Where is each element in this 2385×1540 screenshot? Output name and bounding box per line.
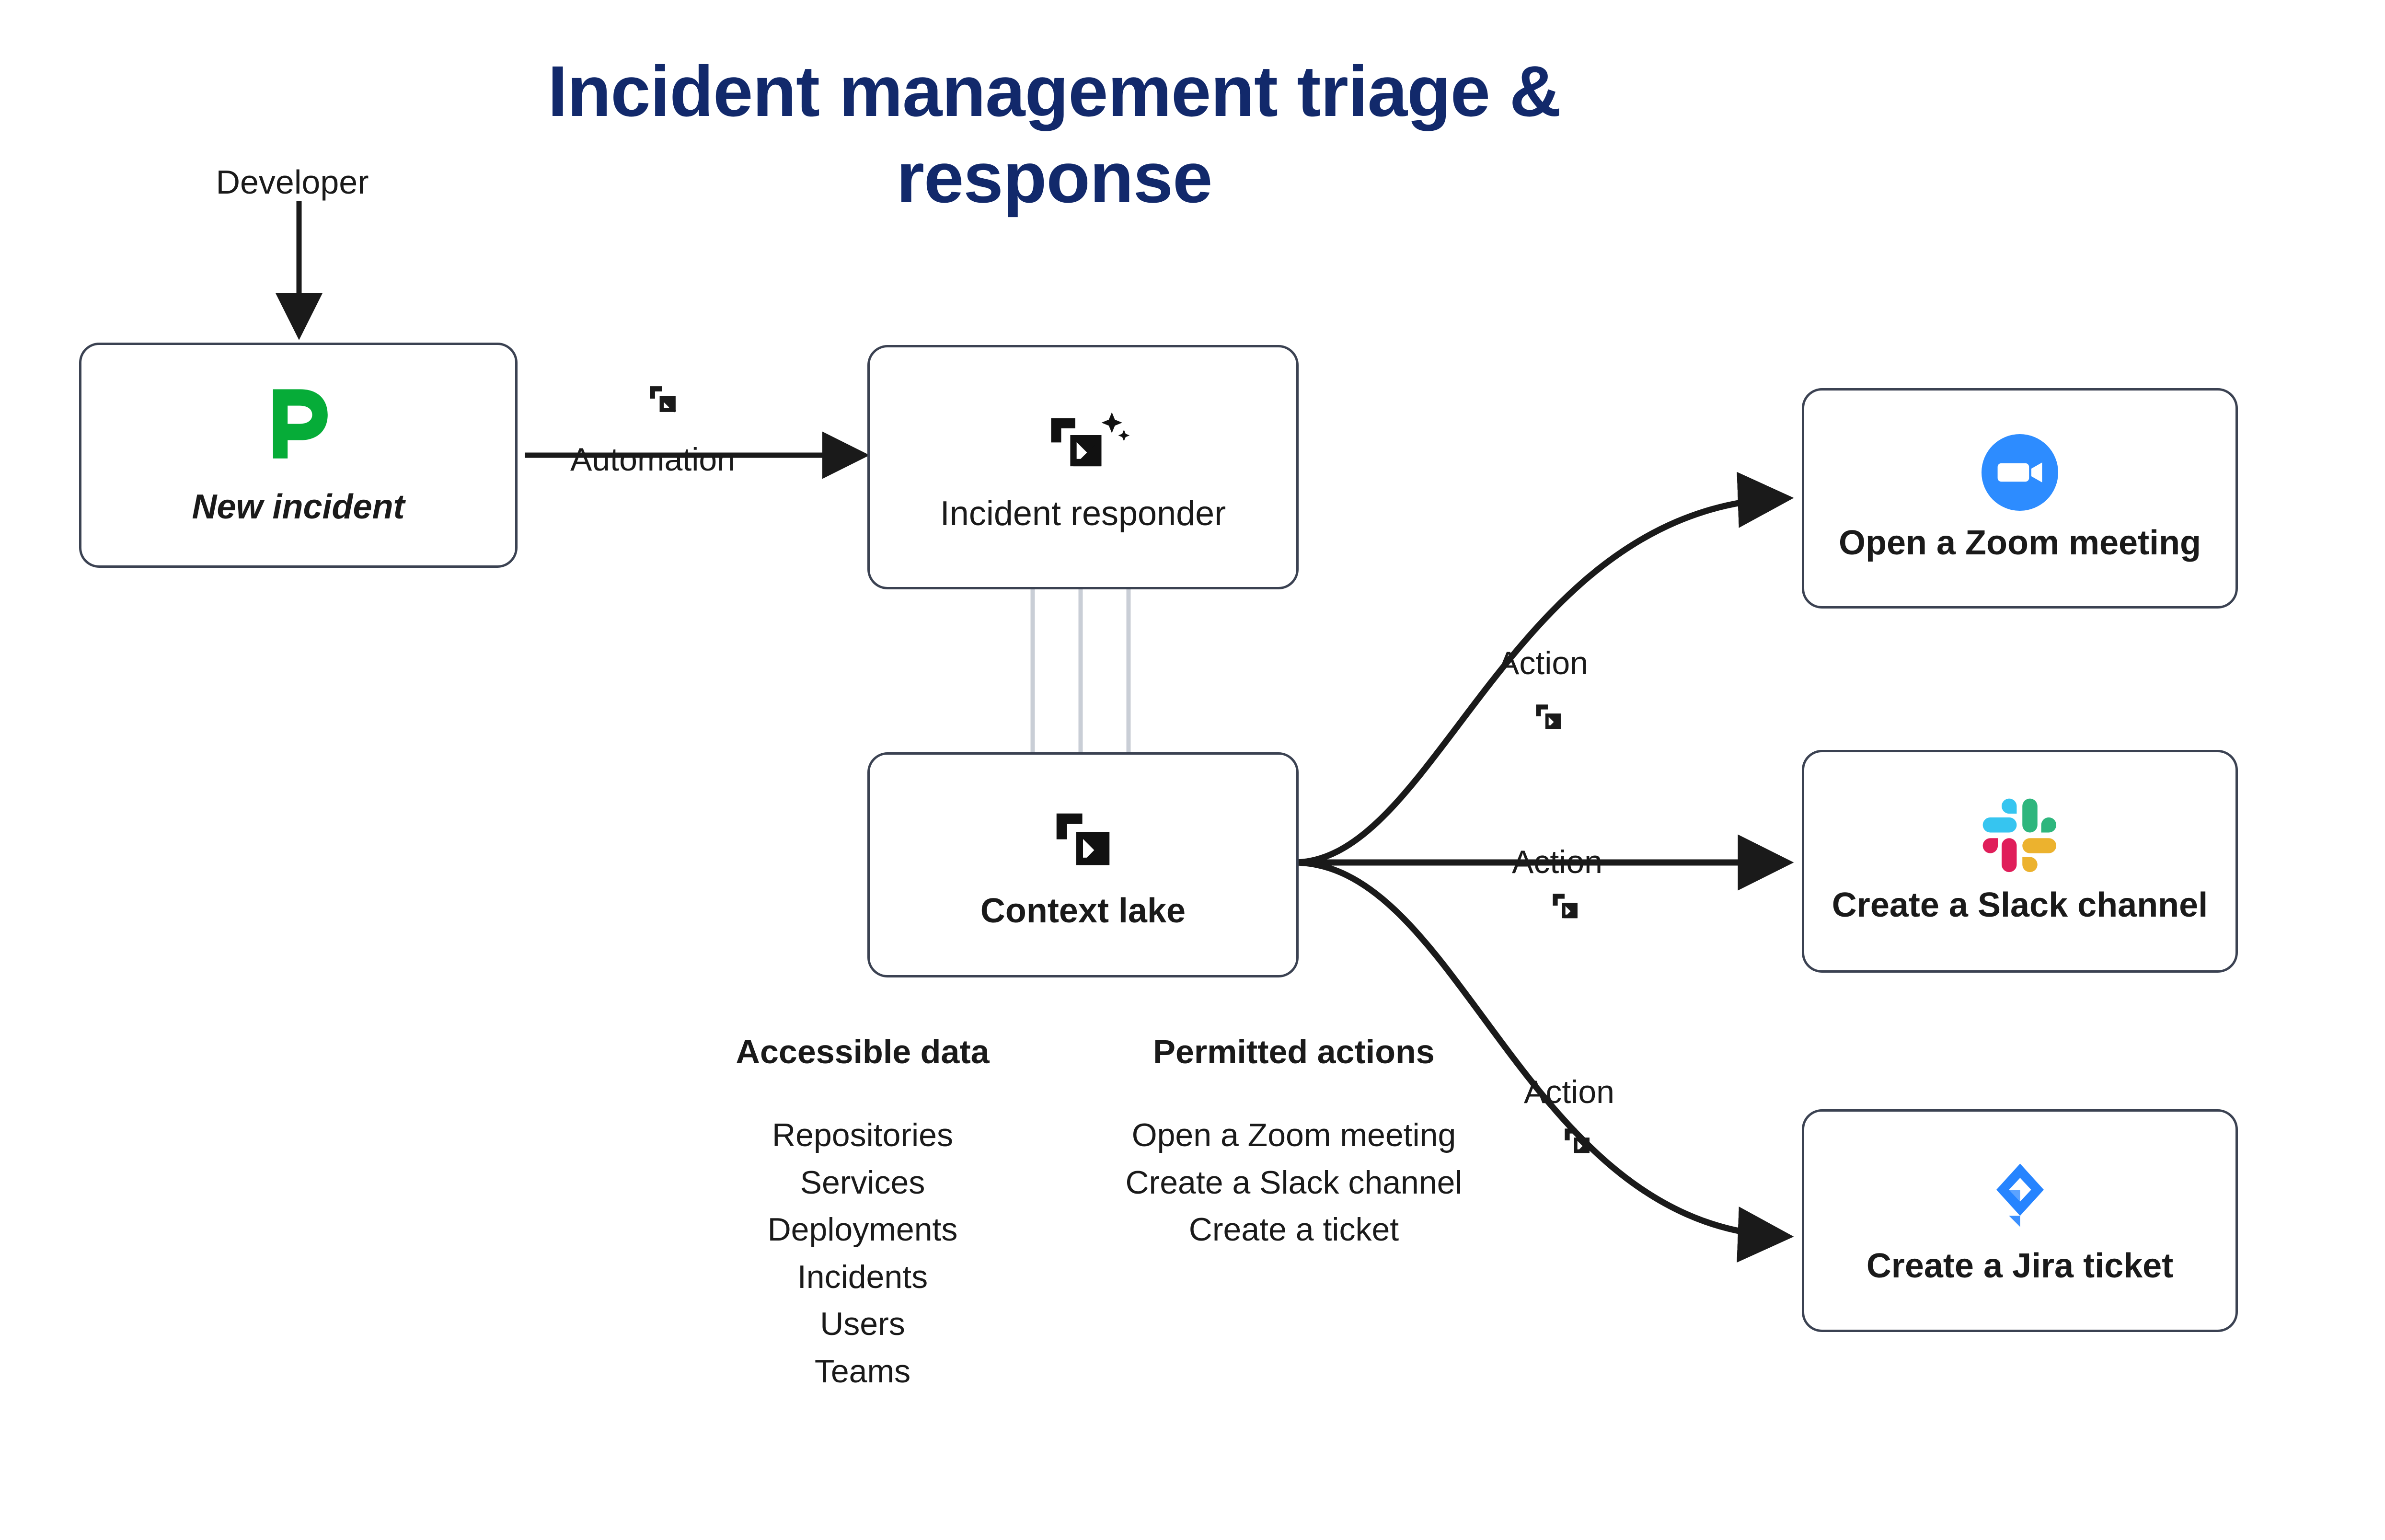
pagerduty-logo-icon (253, 384, 344, 475)
node-label-context-lake: Context lake (980, 891, 1186, 930)
agent-icon-action-zoom (1529, 697, 1568, 739)
panel-list-permitted-actions (1025, 1112, 1562, 1253)
node-label-open-zoom-meeting: Open a Zoom meeting (1838, 523, 2201, 562)
edge-label-action-zoom: Action (1498, 645, 1588, 681)
actor-label-developer: Developer (216, 163, 369, 201)
node-label-create-slack-channel: Create a Slack channel (1832, 886, 2208, 925)
node-label-create-jira-ticket: Create a Jira ticket (1866, 1246, 2174, 1285)
node-incident-responder[interactable] (867, 345, 1299, 589)
list-item: Deployments (767, 1211, 958, 1248)
node-create-slack-channel[interactable] (1802, 750, 2238, 973)
node-context-lake[interactable] (867, 752, 1299, 977)
agent-icon-action-jira (1557, 1121, 1597, 1163)
list-item: Create a ticket (1188, 1211, 1399, 1248)
list-item: Services (800, 1164, 925, 1201)
edge-label-action-slack: Action (1512, 844, 1602, 880)
panel-heading-accessible-data: Accessible data (736, 1033, 990, 1070)
node-new-incident[interactable] (79, 343, 518, 568)
list-item: Teams (814, 1353, 911, 1390)
node-open-zoom-meeting[interactable] (1802, 388, 2238, 609)
panel-heading-permitted-actions: Permitted actions (1153, 1033, 1435, 1070)
agent-icon-automation (642, 379, 683, 422)
agent-icon-context-lake (1042, 799, 1124, 881)
node-label-incident-responder: Incident responder (940, 494, 1226, 533)
list-item: Users (820, 1306, 905, 1343)
diagram-title: Incident management triage & response (547, 51, 1561, 218)
list-item: Open a Zoom meeting (1131, 1117, 1456, 1153)
edge-label-action-jira: Action (1524, 1074, 1614, 1110)
node-create-jira-ticket[interactable] (1802, 1109, 2238, 1332)
zoom-logo-icon (1982, 434, 2058, 511)
ai-agent-sparkle-icon (1033, 401, 1133, 483)
jira-logo-icon (1981, 1156, 2060, 1235)
edge-label-automation: Automation (570, 441, 735, 478)
agent-icon-action-slack (1545, 886, 1585, 928)
slack-logo-icon (1982, 797, 2058, 874)
list-item: Repositories (772, 1117, 953, 1153)
list-item: Create a Slack channel (1125, 1164, 1463, 1201)
node-label-new-incident: New incident (192, 487, 405, 526)
list-item: Incidents (797, 1258, 928, 1295)
